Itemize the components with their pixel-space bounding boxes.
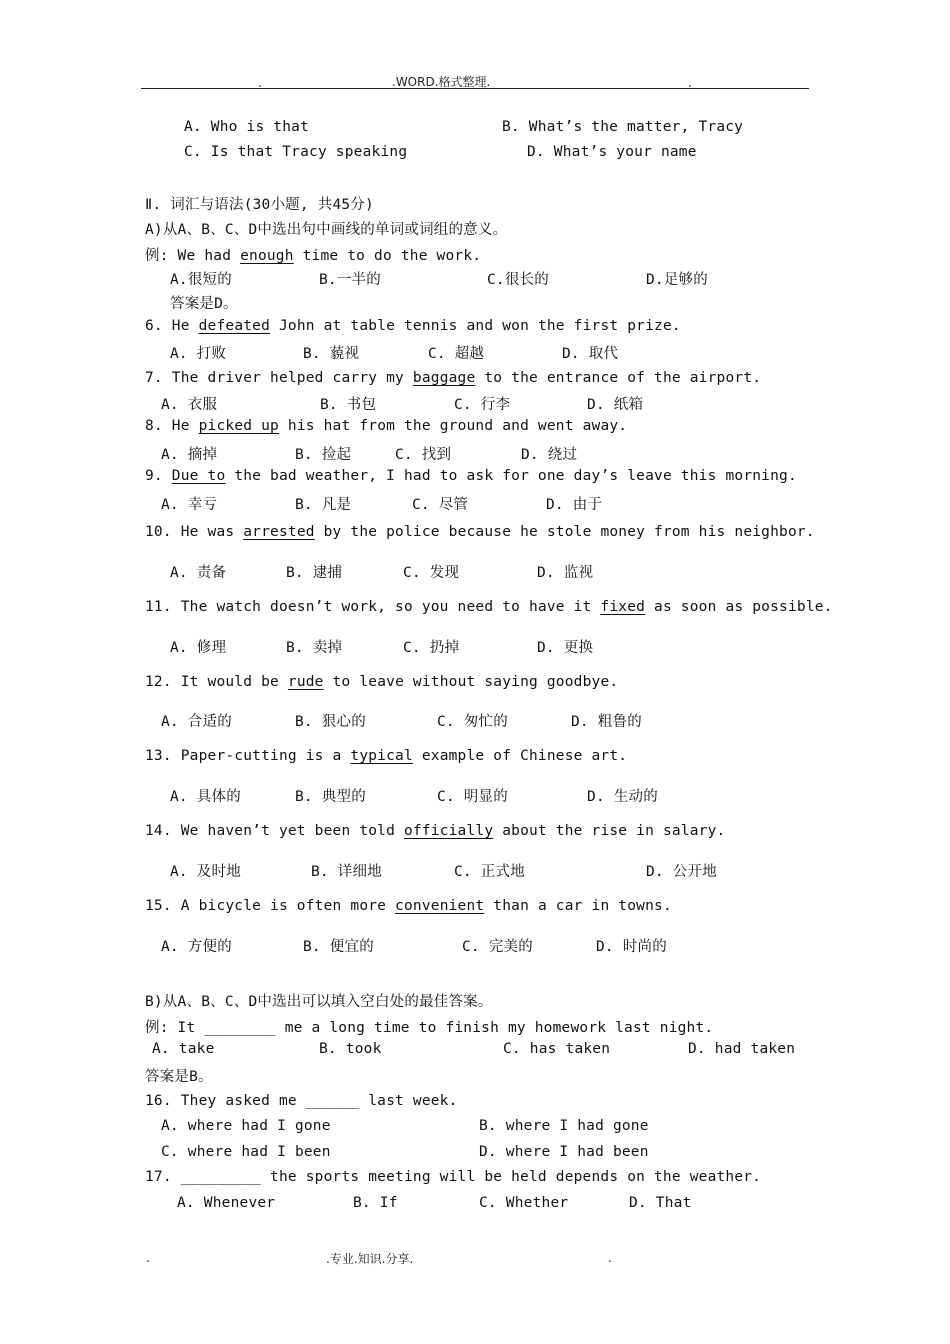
q6-option-d: D. 取代 (562, 346, 619, 362)
part-b-example-option: C. has taken (503, 1041, 611, 1057)
question-6: 6. He defeated John at table tennis and won the first prize. (145, 318, 681, 334)
part-b-example-option: B. took (319, 1041, 382, 1057)
q11-option-c: C. 扔掉 (403, 640, 460, 656)
top-option-b: B. What’s the matter, Tracy (502, 119, 744, 135)
header-right-dot: . (688, 76, 692, 90)
q12-option-c: C. 匆忙的 (437, 714, 508, 730)
example-answer: 答案是D。 (170, 296, 238, 312)
q6-option-a: A. 打败 (170, 346, 227, 362)
q15-option-a: A. 方便的 (161, 939, 232, 955)
question-15: 15. A bicycle is often more convenient than a car in towns. (145, 898, 672, 914)
question-8: 8. He picked up his hat from the ground and went away. (145, 418, 628, 434)
underlined-word: Due to (171, 468, 226, 484)
part-b-example-option: A. take (152, 1041, 215, 1057)
q7-option-b: B. 书包 (320, 397, 377, 413)
q7-option-d: D. 纸箱 (587, 397, 644, 413)
question-13: 13. Paper-cutting is a typical example of Chinese art. (145, 748, 628, 764)
header-title: .WORD.格式整理. (392, 75, 491, 89)
question-9: 9. Due to the bad weather, I had to ask for one day’s leave this morning. (145, 468, 797, 484)
part-a-instruction: A)从A、B、C、D中选出句中画线的单词或词组的意义。 (145, 222, 508, 238)
q7-option-a: A. 衣服 (161, 397, 218, 413)
q13-option-c: C. 明显的 (437, 789, 508, 805)
q12-option-d: D. 粗鲁的 (571, 714, 642, 730)
top-option-a: A. Who is that (184, 119, 310, 135)
example-option: A.很短的 (170, 272, 232, 288)
header-rule (141, 88, 809, 89)
q14-option-d: D. 公开地 (646, 864, 717, 880)
question-17: 17. _________ the sports meeting will be held depends on the weather. (145, 1169, 762, 1185)
q13-option-a: A. 具体的 (170, 789, 241, 805)
q9-option-a: A. 幸亏 (161, 497, 218, 513)
part-b-example-option: D. had taken (688, 1041, 796, 1057)
q10-option-c: C. 发现 (403, 565, 460, 581)
underlined-word: baggage (412, 370, 476, 386)
q8-option-d: D. 绕过 (521, 447, 578, 463)
underlined-word: arrested (243, 524, 315, 540)
q12-option-a: A. 合适的 (161, 714, 232, 730)
q13-option-d: D. 生动的 (587, 789, 658, 805)
q14-option-a: A. 及时地 (170, 864, 241, 880)
example-option: D.足够的 (646, 272, 708, 288)
q15-option-c: C. 完美的 (462, 939, 533, 955)
q12-option-b: B. 狠心的 (295, 714, 366, 730)
q16-option-c: C. where had I been (161, 1144, 331, 1160)
q14-option-c: C. 正式地 (454, 864, 525, 880)
q6-option-b: B. 藐视 (303, 346, 360, 362)
q8-option-a: A. 摘掉 (161, 447, 218, 463)
underlined-word: officially (403, 823, 494, 839)
q7-option-c: C. 行李 (454, 397, 511, 413)
q9-option-c: C. 尽管 (412, 497, 469, 513)
q11-option-a: A. 修理 (170, 640, 227, 656)
question-16: 16. They asked me ______ last week. (145, 1093, 458, 1109)
underlined-word: fixed (600, 599, 646, 615)
underlined-word: picked up (198, 418, 279, 434)
question-11: 11. The watch doesn’t work, so you need to have it fixed as soon as possible. (145, 599, 833, 615)
q14-option-b: B. 详细地 (311, 864, 382, 880)
q17-option-d: D. That (629, 1195, 692, 1211)
q16-option-b: B. where I had gone (479, 1118, 649, 1134)
underlined-word: defeated (198, 318, 271, 334)
q10-option-d: D. 监视 (537, 565, 594, 581)
example-option: B.一半的 (319, 272, 381, 288)
part-b-example: 例: It ________ me a long time to finish my homework last night. (145, 1020, 714, 1036)
question-7: 7. The driver helped carry my baggage to the entrance of the airport. (145, 370, 762, 386)
part-b-example-answer: 答案是B。 (145, 1069, 213, 1085)
q10-option-a: A. 责备 (170, 565, 227, 581)
footer-right-dot: . (608, 1251, 612, 1265)
question-12: 12. It would be rude to leave without saying goodbye. (145, 674, 619, 690)
question-10: 10. He was arrested by the police because he stole money from his neighbor. (145, 524, 815, 540)
section-title: Ⅱ. 词汇与语法(30小题, 共45分) (145, 197, 374, 213)
q15-option-b: B. 便宜的 (303, 939, 374, 955)
underlined-word: rude (287, 674, 324, 690)
top-option-d: D. What’s your name (527, 144, 697, 160)
q13-option-b: B. 典型的 (295, 789, 366, 805)
q8-option-b: B. 捡起 (295, 447, 352, 463)
q17-option-b: B. If (353, 1195, 398, 1211)
underlined-word: convenient (395, 898, 485, 914)
q16-option-d: D. where I had been (479, 1144, 649, 1160)
q17-option-a: A. Whenever (177, 1195, 276, 1211)
question-14: 14. We haven’t yet been told officially about the rise in salary. (145, 823, 726, 839)
q11-option-d: D. 更换 (537, 640, 594, 656)
example-sentence: 例: We had enough time to do the work. (145, 248, 482, 264)
top-option-c: C. Is that Tracy speaking (184, 144, 408, 160)
footer-text: .专业.知识.分享. (326, 1252, 414, 1266)
q15-option-d: D. 时尚的 (596, 939, 667, 955)
q10-option-b: B. 逮捕 (286, 565, 343, 581)
q9-option-b: B. 凡是 (295, 497, 352, 513)
underlined-word: typical (350, 748, 413, 764)
q6-option-c: C. 超越 (428, 346, 485, 362)
q11-option-b: B. 卖掉 (286, 640, 343, 656)
q9-option-d: D. 由于 (546, 497, 603, 513)
underlined-word: enough (240, 248, 294, 264)
q16-option-a: A. where had I gone (161, 1118, 331, 1134)
example-option: C.很长的 (487, 272, 549, 288)
footer-left-dot: . (146, 1251, 150, 1265)
q8-option-c: C. 找到 (395, 447, 452, 463)
header-left-dot: . (258, 76, 262, 90)
part-b-instruction: B)从A、B、C、D中选出可以填入空白处的最佳答案。 (145, 994, 493, 1010)
q17-option-c: C. Whether (479, 1195, 569, 1211)
